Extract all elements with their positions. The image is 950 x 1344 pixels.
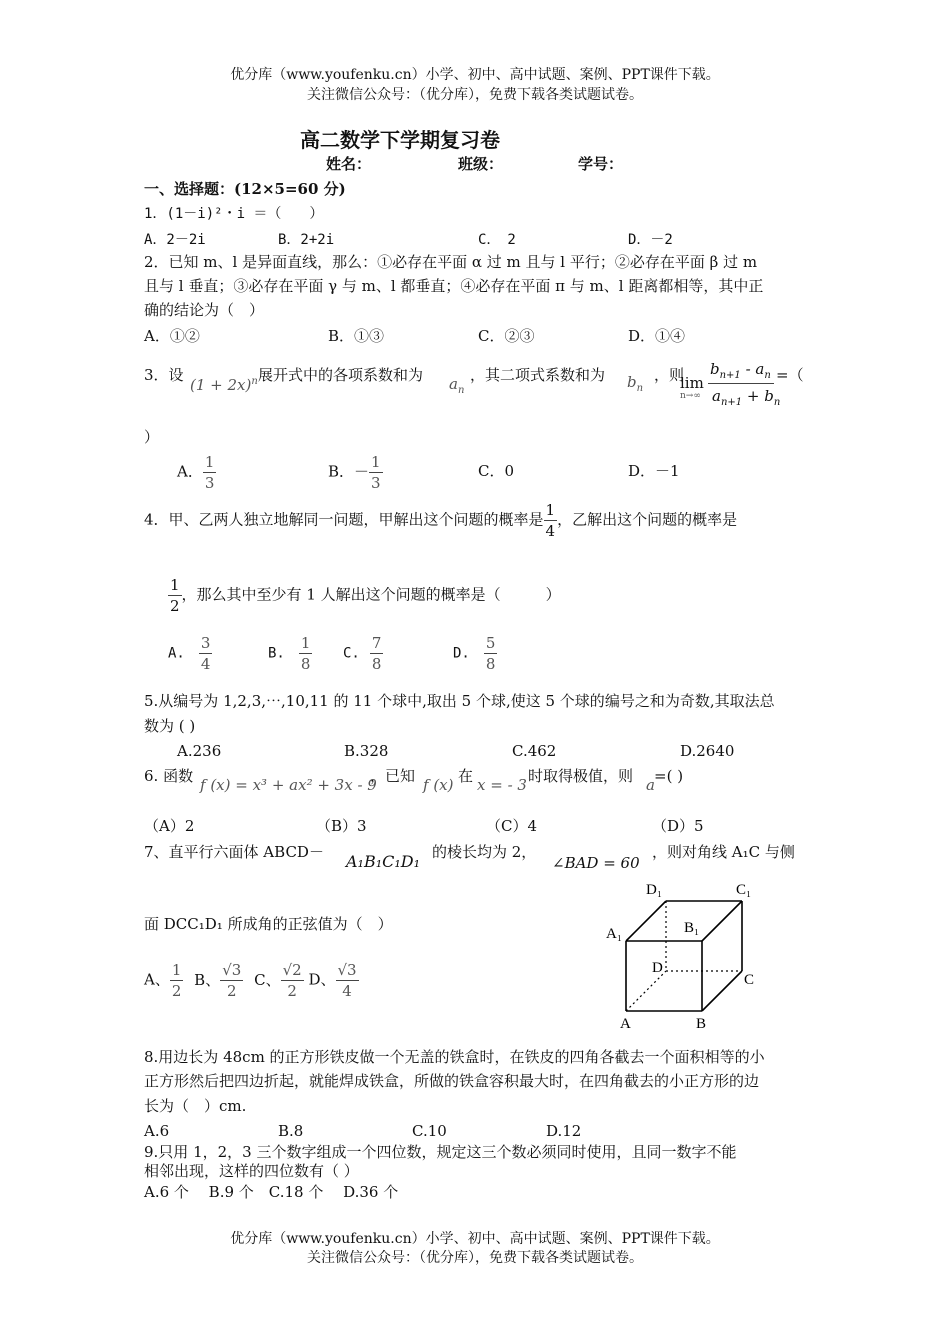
- q6-x-value: x = - 3: [477, 776, 527, 794]
- parallelepiped-figure: [600, 876, 780, 1036]
- label-c: C: [744, 972, 755, 988]
- q4-line-1: 4．甲、乙两人独立地解同一问题，甲解出这个问题的概率是 $\frac{1}{4}$ ，乙解出这个问题的概率是: [144, 501, 738, 540]
- label-b1: B₁: [684, 920, 700, 936]
- q7-option-c-value: $\frac{√2}{2}$: [282, 961, 302, 1000]
- footer-line-2: 关注微信公众号：（优分库），免费下载各类试题试卷。: [307, 1250, 643, 1266]
- q2-line-3: 确的结论为（ ）: [144, 301, 265, 319]
- q7-solid-label: A₁B₁C₁D₁: [346, 852, 421, 871]
- q6-text-2: ，已知: [370, 767, 416, 785]
- q2-option-c: C．②③: [478, 327, 535, 345]
- q3-lim: lim: [680, 374, 704, 392]
- q8-line-2: 正方形然后把四边折起，就能焊成铁盒，所做的铁盒容积最大时，在四角截去的小正方形的边: [144, 1072, 760, 1090]
- q7-angle: ∠BAD = 60: [552, 854, 640, 872]
- q5-option-c: C.462: [512, 742, 557, 760]
- q4-option-c: C. $\frac{7}{8}$: [343, 634, 382, 673]
- q3-fraction-numerator: $b_{n+1} - a_n$: [710, 360, 771, 381]
- q6-option-c: （C）4: [486, 817, 538, 835]
- q4-option-d: D. $\frac{5}{8}$: [453, 634, 496, 673]
- q3-fraction-denominator: $a_{n+1} + b_n$: [712, 387, 781, 408]
- label-a: A: [620, 1016, 631, 1032]
- q9-line-1: 9.只用 1，2，3 三个数字组成一个四位数，规定这三个数必须同时使用，且同一数字不能: [144, 1143, 737, 1161]
- q1-option-b: B．2+2i: [278, 232, 335, 248]
- q5-option-b: B.328: [344, 742, 389, 760]
- q3-lim-sub: n→∞: [680, 391, 701, 401]
- q1-option-c: C． 2: [478, 232, 516, 248]
- q4-option-b: B. $\frac{1}{8}$: [268, 634, 311, 673]
- q3-option-c: C．0: [478, 462, 515, 480]
- q7-text-1: 7、直平行六面体 ABCD－: [144, 843, 324, 861]
- label-d: D: [652, 960, 663, 976]
- q5-option-a: A.236: [177, 742, 222, 760]
- q6-text-5: =( ): [654, 767, 684, 785]
- q2-line-2: 且与 l 垂直；③必存在平面 γ 与 m、l 都垂直；④必存在平面 π 与 m、l 距离都相等，其中正: [144, 277, 764, 295]
- q2-option-b: B．①③: [328, 327, 385, 345]
- number-field-label: 学号：: [578, 155, 624, 173]
- q7-option-c-label: C、: [254, 970, 281, 989]
- q6-text-3: 在: [458, 767, 474, 785]
- q7-option-a-label: A、: [144, 970, 170, 989]
- q3-bn: $b_n$: [627, 373, 644, 394]
- footer-line-1: 优分库（www.youfenku.cn）小学、初中、高中试题、案例、PPT课件下载。: [230, 1231, 720, 1247]
- q7-option-d-label: D、: [308, 970, 336, 989]
- header-line-2: 关注微信公众号：（优分库），免费下载各类试题试卷。: [307, 87, 643, 103]
- page-title: 高二数学下学期复习卷: [300, 128, 500, 152]
- q8-option-a: A.6: [144, 1122, 170, 1140]
- q2-option-d: D．①④: [628, 327, 686, 345]
- label-a1: A₁: [606, 926, 623, 942]
- q1-option-d: D．－2: [628, 232, 673, 248]
- name-field-label: 姓名：: [326, 155, 372, 173]
- header-line-1: 优分库（www.youfenku.cn）小学、初中、高中试题、案例、PPT课件下载。: [230, 67, 720, 83]
- q8-line-1: 8.用边长为 48cm 的正方形铁皮做一个无盖的铁盒时，在铁皮的四角各截去一个面积相等的小: [144, 1048, 765, 1066]
- q6-option-a: （A）2: [144, 817, 195, 835]
- q6-text-1: 6. 函数: [144, 767, 194, 785]
- label-b: B: [696, 1016, 707, 1032]
- q3-close-paren: ）: [144, 428, 160, 446]
- q6-function: f (x) = x³ + ax² + 3x - 9: [200, 776, 377, 794]
- q3-option-b: B．－ $\frac{1}{3}$: [328, 453, 381, 492]
- edge-b1-c1: [702, 901, 742, 941]
- q3-text-4: ，则: [654, 366, 685, 384]
- q8-line-3: 长为（ ）cm.: [144, 1097, 247, 1115]
- q5-line-1: 5.从编号为 1,2,3,⋯,10,11 的 11 个球中,取出 5 个球,使这 5 个球的编号之和为奇数,其取法总: [144, 692, 775, 710]
- q7-text-3: ，则对角线 A₁C 与侧: [652, 843, 795, 861]
- q6-fx: f (x): [423, 776, 454, 794]
- q7-line-2: 面 DCC₁D₁ 所成角的正弦值为（ ）: [144, 915, 393, 933]
- q6-option-d: （D）5: [652, 817, 704, 835]
- q3-text-1: 3．设: [144, 366, 184, 384]
- q8-option-b: B.8: [278, 1122, 304, 1140]
- q9-options: A.6 个 B.9 个 C.18 个 D.36 个: [144, 1183, 399, 1201]
- q3-option-d: D．－1: [628, 462, 680, 480]
- q4-option-a: A. $\frac{3}{4}$: [168, 634, 211, 673]
- q9-line-2: 相邻出现，这样的四位数有（ ）: [144, 1162, 359, 1180]
- q7-option-b-label: B、: [194, 970, 221, 989]
- q5-option-d: D.2640: [680, 742, 735, 760]
- edge-a-d-hidden: [626, 971, 666, 1011]
- q5-line-2: 数为 ( ): [144, 717, 196, 735]
- q6-text-4: 时取得极值，则: [528, 767, 634, 785]
- edge-a1-d1: [626, 901, 666, 941]
- label-d1: D₁: [646, 882, 663, 898]
- q7-text-2: 的棱长均为 2，: [432, 843, 537, 861]
- q8-option-c: C.10: [412, 1122, 447, 1140]
- q6-a-var: a: [646, 776, 655, 794]
- label-c1: C₁: [736, 882, 752, 898]
- q3-fraction-bar: [708, 383, 774, 384]
- q2-line-1: 2．已知 m、l 是异面直线，那么：①必存在平面 α 过 m 且与 l 平行；②必存在平面 β 过 m: [144, 253, 758, 271]
- q3-text-5: =（: [776, 366, 804, 384]
- q3-text-3: ，其二项式系数和为: [470, 366, 606, 384]
- q1-stem: 1．(1－i)²・i ＝（ ）: [144, 206, 324, 222]
- q3-expression: $(1 + 2x)^n$: [190, 376, 258, 394]
- edge-b-c: [702, 971, 742, 1011]
- q1-option-a: A．2－2i: [144, 232, 206, 248]
- q3-text-2: 展开式中的各项系数和为: [258, 366, 424, 384]
- q3-option-a: A． $\frac{1}{3}$: [177, 453, 215, 492]
- q3-an: $a_n$: [449, 375, 465, 396]
- q7-option-a-value: $\frac{1}{2}$: [171, 961, 182, 1000]
- q6-option-b: （B）3: [316, 817, 367, 835]
- section-heading: 一、选择题：(12×5=60 分): [144, 180, 346, 198]
- q8-option-d: D.12: [546, 1122, 582, 1140]
- q4-line-2: $\frac{1}{2}$ ，那么其中至少有 1 人解出这个问题的概率是（ ）: [170, 576, 561, 615]
- q2-option-a: A．①②: [144, 327, 200, 345]
- q7-option-b-value: $\frac{√3}{2}$: [222, 961, 242, 1000]
- class-field-label: 班级：: [458, 155, 504, 173]
- q7-option-d-value: $\frac{√3}{4}$: [337, 961, 357, 1000]
- q7-options: [144, 960, 359, 1001]
